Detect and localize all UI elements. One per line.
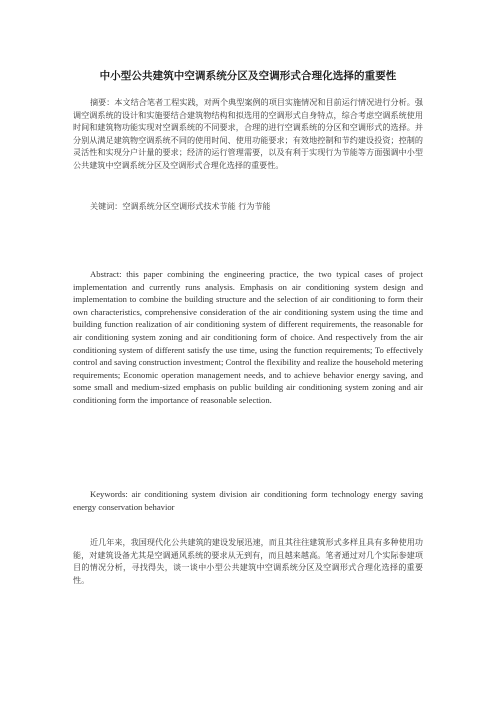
keywords-english: Keywords: air conditioning system division air conditioning form technology energy saving energy conservation behavior (73, 489, 423, 512)
keywords-chinese: 关键词：空调系统分区空调形式技术节能 行为节能 (90, 201, 271, 211)
abstract-chinese: 摘要：本文结合笔者工程实践，对两个典型案例的项目实施情况和目前运行情况进行分析。强调空调系统的设计和实施要结合建筑物结构和拟选用的空调形式自身特点，综合考虑空调系统使用时间和建筑物功能实现对空调系统的不同要求，合理的进行空调系统的分区和空调形式的选择。并分别从满足建筑物空调系统不同的使用时间、使用功能要求；有效地控制和节约建设投资；控制的灵活性和实现分户计量的要求；经济的运行管理需要，以及有利于实现行为节能等方面强调中小型公共建筑中空调系统分区及空调形式合理化选择的重要性。 (73, 97, 423, 170)
body-paragraph: 近几年来，我国现代化公共建筑的建设发展迅速，而且其往往建筑形式多样且具有多种使用功能，对建筑设备尤其是空调通风系统的要求从无到有，而且越来越高。笔者通过对几个实际参建项目的情况分析，寻找得失，谈一谈中小型公共建筑中空调系统分区及空调形式合理化选择的重要性。 (73, 537, 423, 585)
abstract-english: Abstract: this paper combining the engineering practice, the two typical cases of project implementation and currently runs analysis. Emphasis on air conditioning system design and implementation to combine the building structure and the selection of air conditioning to form their own characteristics, comprehensive consideration of the air conditioning system using the time and building function realization of air conditioning system of different requirements, the reasonable for air conditioning system zoning and air conditioning form of choice. And respectively from the air conditioning system of different satisfy the use time, using the function requirements; To effectively control and saving construction investment; Control the flexibility and realize the household metering requirements; Economic operation management needs, and to achieve behavior energy saving, and some small and medium-sized emphasis on public building air conditioning system zoning and air conditioning form the importance of reasonable selection. (73, 269, 423, 405)
paper-title: 中小型公共建筑中空调系统分区及空调形式合理化选择的重要性 (99, 70, 397, 82)
